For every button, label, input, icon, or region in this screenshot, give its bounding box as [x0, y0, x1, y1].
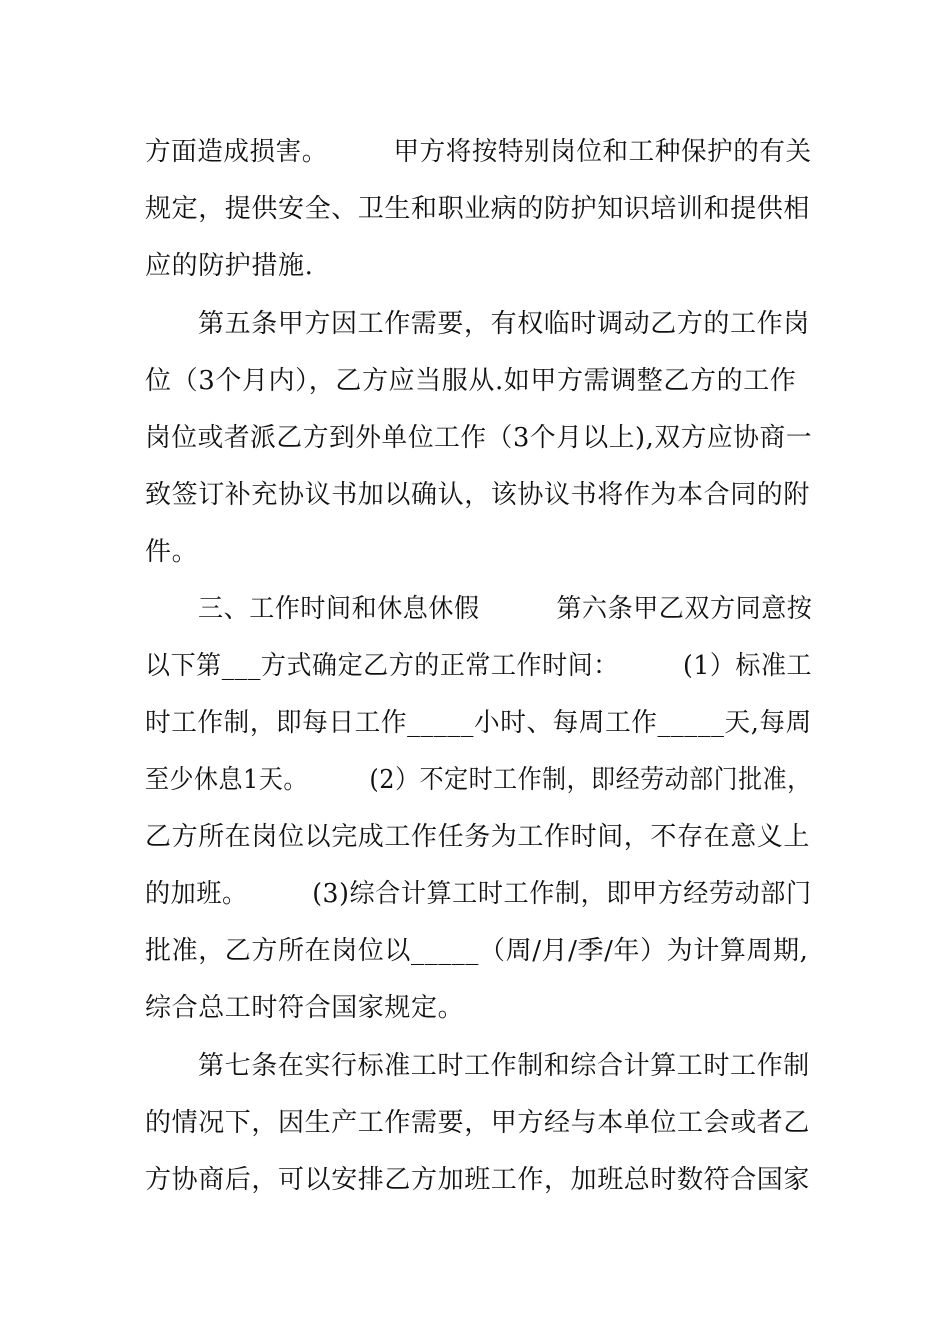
paragraph-line: 规定，提供安全、卫生和职业病的防护知识培训和提供相 [145, 194, 811, 224]
paragraph-line: 岗位或者派乙方到外单位工作（3个月以上),双方应协商一 [145, 423, 813, 453]
paragraph-line: 致签订补充协议书加以确认，该协议书将作为本合同的附 [145, 480, 811, 510]
section-heading-line: 三、工作时间和休息休假 第六条甲乙双方同意按 [198, 594, 813, 624]
paragraph-line: 第五条甲方因工作需要，有权临时调动乙方的工作岗 [198, 309, 810, 339]
paragraph-line: 件。 [145, 537, 199, 567]
paragraph-line: 综合总工时符合国家规定。 [145, 993, 465, 1023]
paragraph-line: 第七条在实行标准工时工作制和综合计算工时工作制 [198, 1051, 810, 1081]
paragraph-line: 以下第___方式确定乙方的正常工作时间： (1）标准工 [145, 651, 813, 681]
paragraph-line: 应的防护措施. [145, 251, 314, 281]
paragraph-line: 方协商后，可以安排乙方加班工作，加班总时数符合国家 [145, 1165, 811, 1195]
paragraph-line: 乙方所在岗位以完成工作任务为工作时间，不存在意义上 [145, 822, 811, 852]
paragraph-line: 位（3个月内），乙方应当服从.如甲方需调整乙方的工作 [145, 366, 797, 396]
paragraph-line: 时工作制，即每日工作_____小时、每周工作_____天,每周 [145, 708, 812, 738]
paragraph-line: 方面造成损害。 甲方将按特别岗位和工种保护的有关 [145, 137, 812, 167]
paragraph-line: 至少休息1天。 (2）不定时工作制，即经劳动部门批准， [145, 765, 812, 795]
paragraph-line: 的情况下，因生产工作需要，甲方经与本单位工会或者乙 [145, 1108, 811, 1138]
paragraph-line: 的加班。 (3)综合计算工时工作制，即甲方经劳动部门 [145, 879, 812, 909]
paragraph-line: 批准，乙方所在岗位以_____（周/月/季/年）为计算周期, [145, 936, 809, 966]
